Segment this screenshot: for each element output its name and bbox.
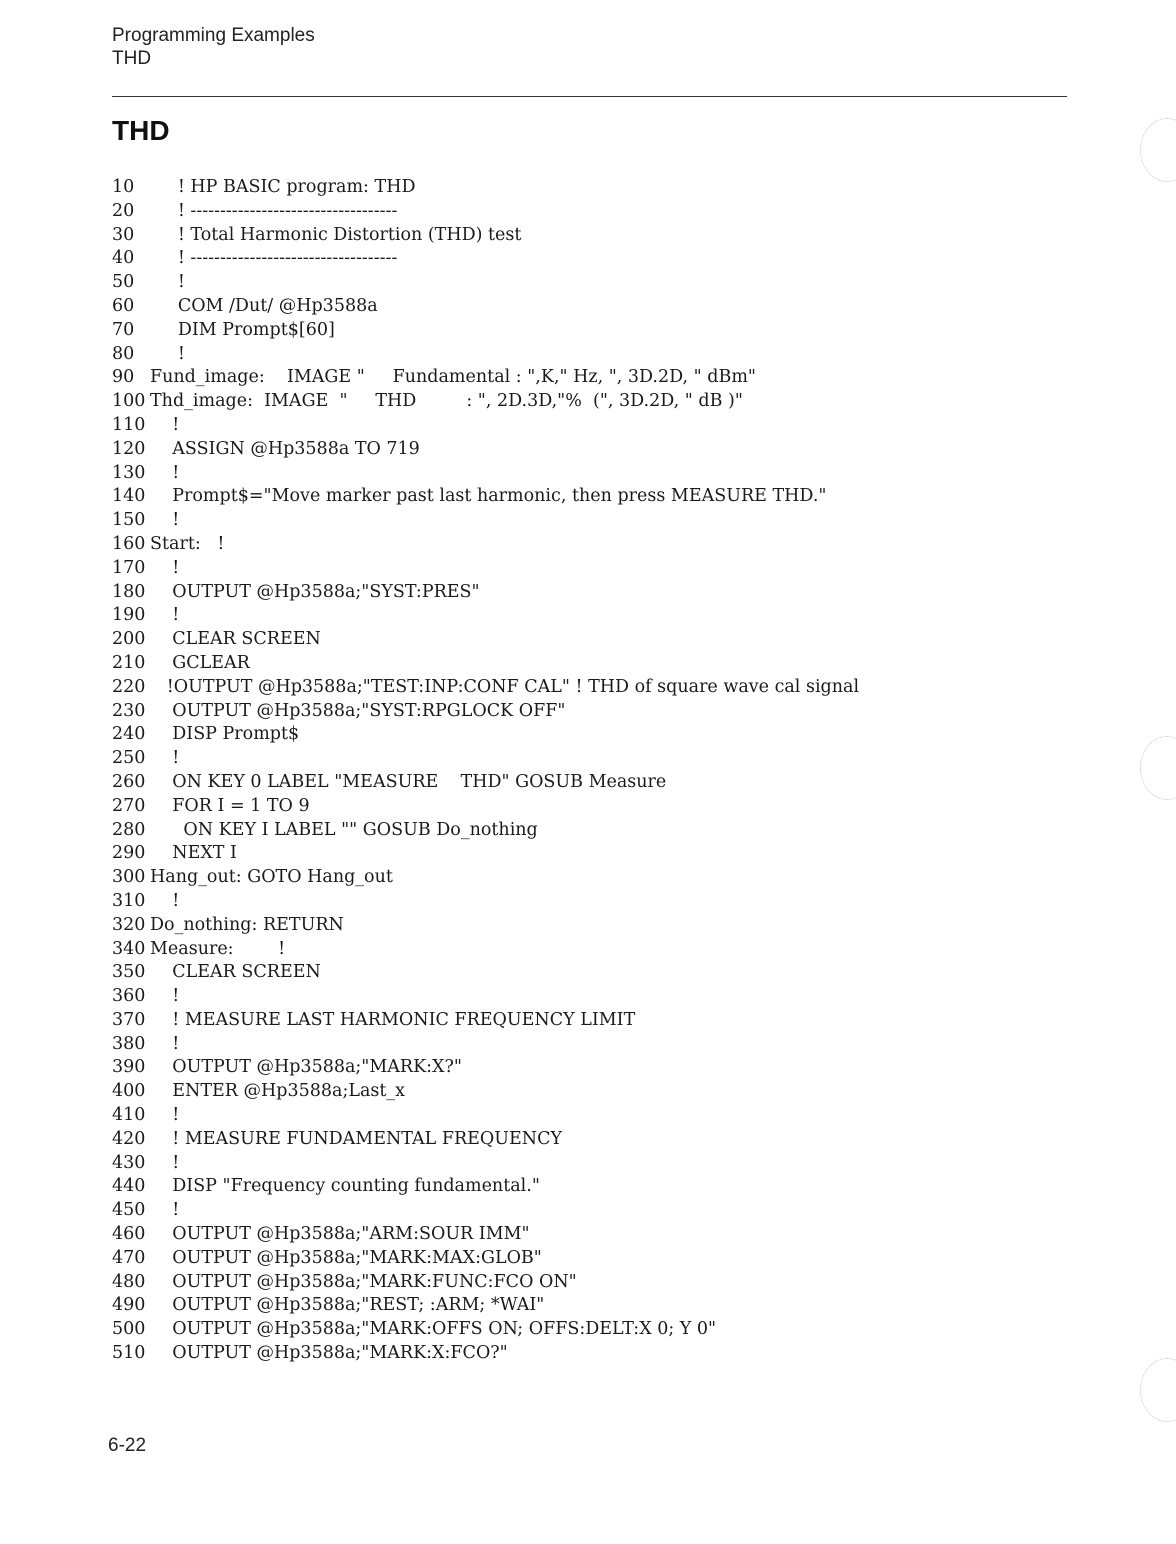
line-number: 440 — [112, 1176, 146, 1197]
code-text: ! — [150, 510, 180, 531]
code-text: Fund_image: IMAGE " Fundamental : ",K," Hz, ", 3D.2D, " dBm" — [150, 367, 756, 388]
line-number: 340 — [112, 938, 146, 959]
line-number: 120 — [112, 438, 146, 459]
line-number: 80 — [112, 343, 135, 364]
code-text: ! — [150, 748, 180, 769]
code-text: ! ----------------------------------- — [150, 248, 398, 269]
code-text: COM /Dut/ @Hp3588a — [150, 295, 378, 316]
line-number: 230 — [112, 700, 146, 721]
code-text: ! MEASURE LAST HARMONIC FREQUENCY LIMIT — [150, 1009, 636, 1030]
line-number: 100 — [112, 391, 146, 412]
line-number: 300 — [112, 867, 146, 888]
code-line — [112, 1080, 859, 1104]
code-line — [112, 604, 859, 628]
code-line — [112, 795, 859, 819]
code-text: ! — [150, 1033, 180, 1054]
line-number: 190 — [112, 605, 146, 626]
line-number: 280 — [112, 819, 146, 840]
code-line — [112, 390, 859, 414]
code-line — [112, 414, 859, 438]
line-number: 210 — [112, 652, 146, 673]
page-number: 6-22 — [108, 1435, 147, 1456]
code-line — [112, 819, 859, 843]
line-number: 10 — [112, 177, 135, 197]
line-number: 390 — [112, 1057, 146, 1078]
code-line — [112, 1009, 859, 1033]
code-line — [112, 200, 859, 224]
line-number: 460 — [112, 1224, 146, 1245]
line-number: 30 — [112, 224, 135, 245]
code-line — [112, 462, 859, 486]
line-number: 220 — [112, 676, 146, 697]
line-number: 430 — [112, 1152, 146, 1173]
code-line — [112, 985, 859, 1009]
line-number: 360 — [112, 986, 146, 1007]
code-text: ! — [150, 605, 180, 626]
code-line — [112, 628, 859, 652]
code-text: OUTPUT @Hp3588a;"SYST:RPGLOCK OFF" — [150, 700, 566, 721]
code-line — [112, 438, 859, 462]
code-line — [112, 509, 859, 533]
code-line — [112, 557, 859, 581]
code-line — [112, 1104, 859, 1128]
code-line — [112, 485, 859, 509]
code-line — [112, 176, 859, 200]
code-line — [112, 1175, 859, 1199]
code-text: !OUTPUT @Hp3588a;"TEST:INP:CONF CAL" ! THD of square wave cal signal — [150, 676, 860, 697]
code-text: DIM Prompt$[60] — [150, 319, 335, 340]
code-line — [112, 343, 859, 367]
code-line — [112, 723, 859, 747]
code-text: ! — [150, 414, 180, 435]
line-number: 200 — [112, 629, 146, 650]
code-text: ON KEY I LABEL "" GOSUB Do_nothing — [150, 819, 538, 840]
code-line — [112, 1152, 859, 1176]
code-line — [112, 1056, 859, 1080]
code-text: OUTPUT @Hp3588a;"ARM:SOUR IMM" — [150, 1224, 530, 1245]
line-number: 250 — [112, 748, 146, 769]
code-text: ASSIGN @Hp3588a TO 719 — [150, 438, 420, 459]
code-text: NEXT I — [150, 843, 237, 864]
line-number: 90 — [112, 367, 135, 388]
code-text: Measure: ! — [150, 938, 286, 959]
line-number: 170 — [112, 557, 146, 578]
line-number: 450 — [112, 1200, 146, 1221]
code-line — [112, 1223, 859, 1247]
code-line — [112, 652, 859, 676]
line-number: 350 — [112, 962, 146, 983]
code-text: OUTPUT @Hp3588a;"REST; :ARM; *WAI" — [150, 1295, 545, 1316]
code-text: GCLEAR — [150, 652, 250, 673]
code-text: OUTPUT @Hp3588a;"MARK:MAX:GLOB" — [150, 1247, 542, 1268]
line-number: 150 — [112, 510, 146, 531]
code-line — [112, 1033, 859, 1057]
code-text: OUTPUT @Hp3588a;"MARK:X:FCO?" — [150, 1343, 508, 1364]
binder-hole-mark — [1140, 736, 1176, 800]
code-line — [112, 1294, 859, 1318]
code-text: ! — [150, 986, 180, 1007]
code-line — [112, 1318, 859, 1342]
line-number: 320 — [112, 914, 146, 935]
line-number: 70 — [112, 319, 135, 340]
line-number: 420 — [112, 1128, 146, 1149]
header-rule — [112, 96, 1067, 97]
code-text: ! Total Harmonic Distortion (THD) test — [150, 224, 522, 245]
line-number: 260 — [112, 771, 146, 792]
line-number: 240 — [112, 724, 146, 745]
line-number: 130 — [112, 462, 146, 483]
code-text: ON KEY 0 LABEL "MEASURE THD" GOSUB Measure — [150, 771, 667, 792]
code-line — [112, 224, 859, 248]
code-line — [112, 1199, 859, 1223]
code-line — [112, 1247, 859, 1271]
code-text: FOR I = 1 TO 9 — [150, 795, 310, 816]
code-line — [112, 938, 859, 962]
code-text: OUTPUT @Hp3588a;"MARK:OFFS ON; OFFS:DELT:X 0; Y 0" — [150, 1319, 717, 1340]
code-line — [112, 581, 859, 605]
code-text: ! — [150, 1200, 180, 1221]
running-head-chapter: Programming Examples — [112, 25, 315, 46]
line-number: 180 — [112, 581, 146, 602]
code-line — [112, 914, 859, 938]
code-line — [112, 961, 859, 985]
code-line — [112, 247, 859, 271]
code-text: Thd_image: IMAGE " THD : ", 2D.3D,"% (", 3D.2D, " dB )" — [150, 391, 743, 412]
code-text: Prompt$="Move marker past last harmonic, then press MEASURE THD." — [150, 486, 827, 507]
code-line — [112, 533, 859, 557]
code-text: ! — [150, 343, 185, 364]
code-text: DISP "Frequency counting fundamental." — [150, 1176, 540, 1197]
code-text: ! ----------------------------------- — [150, 200, 398, 221]
code-text: ! HP BASIC program: THD — [150, 177, 416, 197]
code-line — [112, 866, 859, 890]
code-line — [112, 1128, 859, 1152]
code-text: OUTPUT @Hp3588a;"SYST:PRES" — [150, 581, 480, 602]
code-text: Do_nothing: RETURN — [150, 914, 344, 935]
line-number: 140 — [112, 486, 146, 507]
running-head-section: THD — [112, 48, 152, 69]
code-text: OUTPUT @Hp3588a;"MARK:FUNC:FCO ON" — [150, 1271, 577, 1292]
code-line — [112, 271, 859, 295]
line-number: 400 — [112, 1081, 146, 1102]
code-text: Hang_out: GOTO Hang_out — [150, 867, 393, 888]
code-line — [112, 1271, 859, 1295]
code-line — [112, 771, 859, 795]
code-line — [112, 890, 859, 914]
code-line — [112, 747, 859, 771]
line-number: 290 — [112, 843, 146, 864]
code-text: Start: ! — [150, 533, 225, 554]
code-line — [112, 1342, 859, 1366]
code-text: ! — [150, 272, 185, 293]
line-number: 510 — [112, 1343, 146, 1364]
code-text: ! — [150, 557, 180, 578]
line-number: 380 — [112, 1033, 146, 1054]
line-number: 270 — [112, 795, 146, 816]
code-text: ! — [150, 1105, 180, 1126]
line-number: 410 — [112, 1105, 146, 1126]
code-text: OUTPUT @Hp3588a;"MARK:X?" — [150, 1057, 462, 1078]
line-number: 470 — [112, 1247, 146, 1268]
code-text: ! — [150, 462, 180, 483]
line-number: 500 — [112, 1319, 146, 1340]
line-number: 480 — [112, 1271, 146, 1292]
code-line — [112, 319, 859, 343]
code-text: ! — [150, 1152, 180, 1173]
code-line — [112, 676, 859, 700]
code-text: CLEAR SCREEN — [150, 962, 321, 983]
line-number: 110 — [112, 414, 146, 435]
running-head — [112, 24, 315, 70]
code-text: ! MEASURE FUNDAMENTAL FREQUENCY — [150, 1128, 563, 1149]
code-line — [112, 366, 859, 390]
page-title: THD — [112, 115, 170, 146]
code-listing — [112, 176, 859, 1366]
code-line — [112, 700, 859, 724]
line-number: 20 — [112, 200, 135, 221]
code-line — [112, 842, 859, 866]
code-text: CLEAR SCREEN — [150, 629, 321, 650]
line-number: 310 — [112, 890, 146, 911]
line-number: 60 — [112, 295, 135, 316]
code-text: DISP Prompt$ — [150, 724, 300, 745]
binder-hole-mark — [1140, 1358, 1176, 1422]
code-text: ! — [150, 890, 180, 911]
binder-hole-mark — [1140, 118, 1176, 182]
line-number: 50 — [112, 272, 135, 293]
code-text: ENTER @Hp3588a;Last_x — [150, 1081, 406, 1102]
line-number: 370 — [112, 1009, 146, 1030]
line-number: 490 — [112, 1295, 146, 1316]
code-line — [112, 295, 859, 319]
line-number: 160 — [112, 533, 146, 554]
line-number: 40 — [112, 248, 135, 269]
